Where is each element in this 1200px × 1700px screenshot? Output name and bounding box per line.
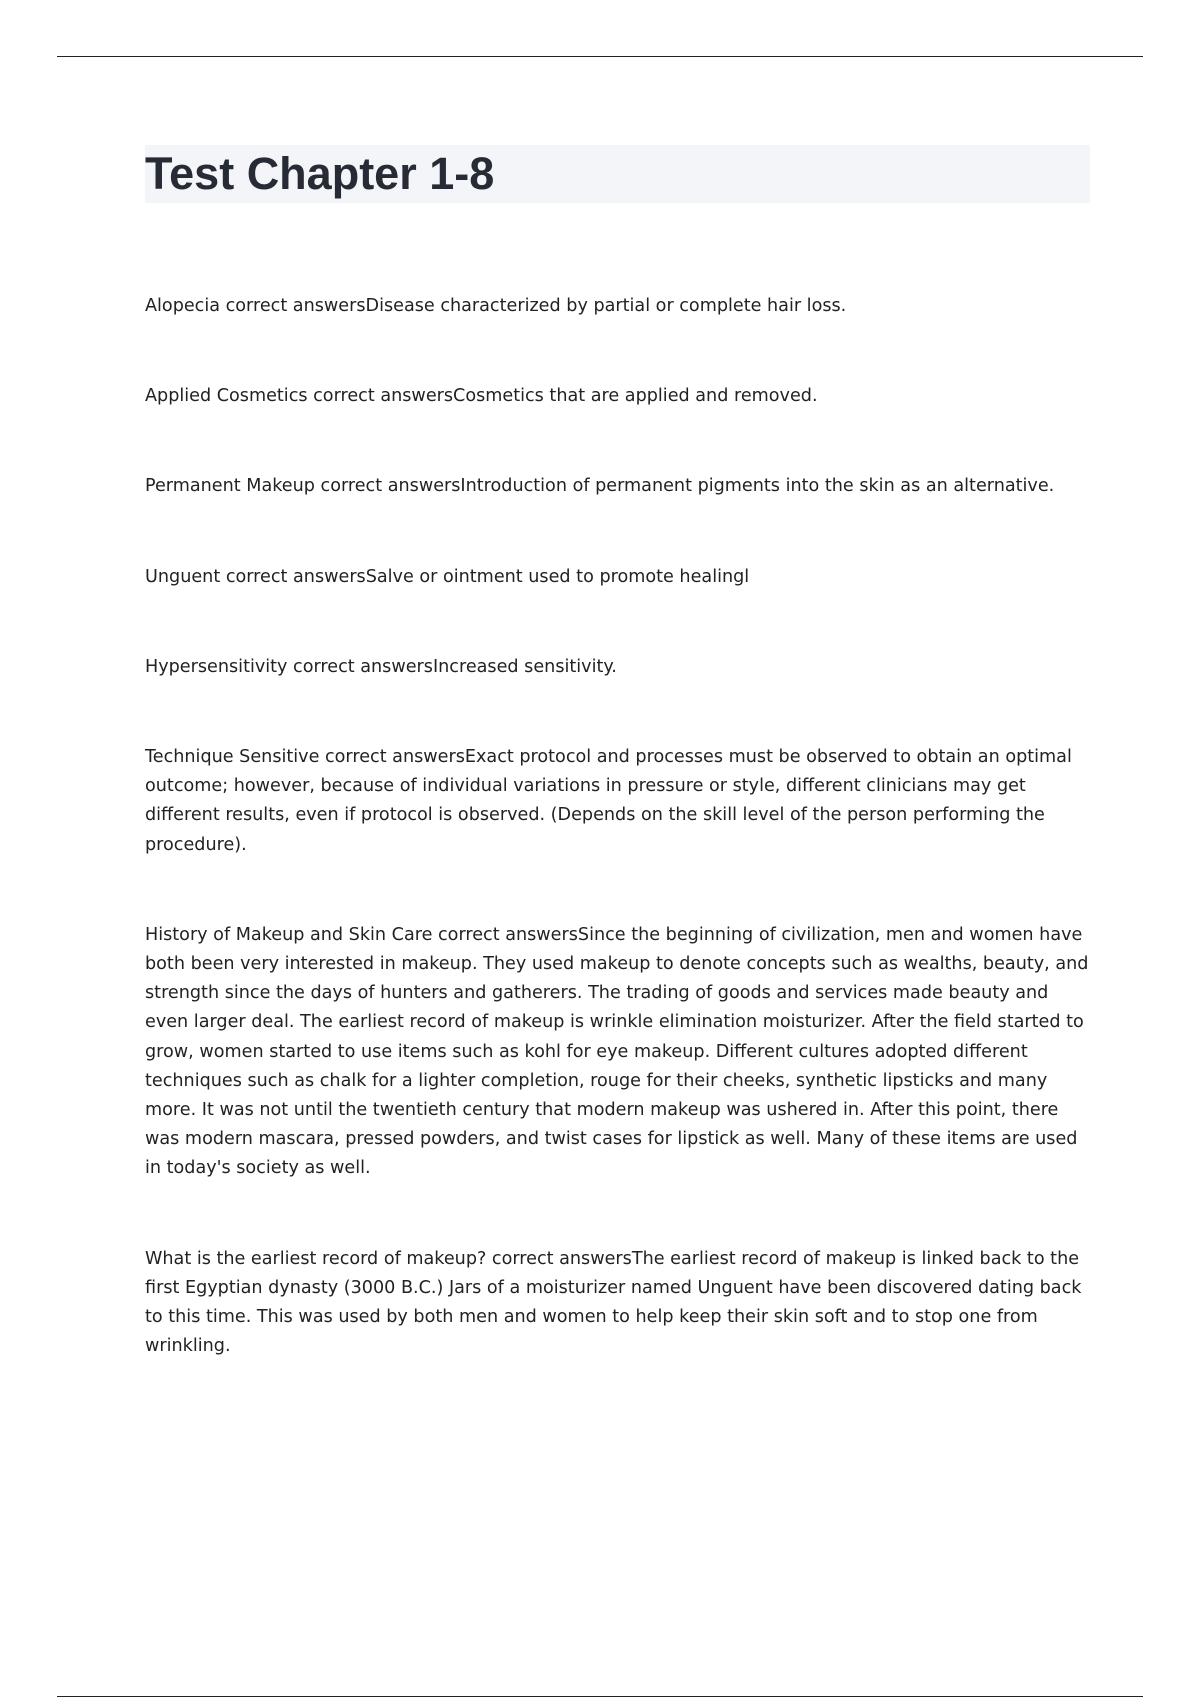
- flashcard-entry-applied-cosmetics: Applied Cosmetics correct answersCosmetics that are applied and removed.: [145, 386, 818, 407]
- flashcard-entry-permanent-makeup: Permanent Makeup correct answersIntroduction of permanent pigments into the skin as an alternative.: [145, 476, 1055, 497]
- flashcard-entry-hypersensitivity: Hypersensitivity correct answersIncreased sensitivity.: [145, 656, 617, 677]
- page-title: Test Chapter 1-8: [145, 148, 495, 199]
- flashcard-entry-earliest-record: What is the earliest record of makeup? correct answersThe earliest record of makeup is linked back to the first Egyptian dynasty (3000 B.C.) Jars of a moisturizer named Unguent have been discovered dating back to this time. This was used by both men and women to help keep their skin soft and to stop one from wrinkling.: [145, 1248, 1082, 1357]
- top-divider: [57, 56, 1143, 57]
- flashcard-entry-history-of-makeup: History of Makeup and Skin Care correct answersSince the beginning of civilization, men and women have both been very interested in makeup. They used makeup to denote concepts such as wealths, beauty, and strength since the days of hunters and gatherers. The trading of goods and services made beauty and even larger deal. The earliest record of makeup is wrinkle elimination moisturizer. After the field started to grow, women started to use items such as kohl for eye makeup. Different cultures adopted different techniques such as chalk for a lighter completion, rouge for their cheeks, synthetic lipsticks and many more. It was not until the twentieth century that modern makeup was ushered in. After this point, there was modern mascara, pressed powders, and twist cases for lipstick as well. Many of these items are used in today's society as well.: [145, 924, 1089, 1179]
- flashcard-entry-unguent: Unguent correct answersSalve or ointment used to promote healingl: [145, 566, 750, 587]
- flashcard-list: [145, 292, 1090, 1422]
- flashcard-entry-technique-sensitive: Technique Sensitive correct answersExact protocol and processes must be observed to obtain an optimal outcome; however, because of individual variations in pressure or style, different clinicians may get different results, even if protocol is observed. (Depends on the skill level of the person performing the procedure).: [145, 747, 1072, 855]
- flashcard-entry-alopecia: Alopecia correct answersDisease characterized by partial or complete hair loss.: [145, 296, 847, 316]
- bottom-divider: [57, 1696, 1143, 1697]
